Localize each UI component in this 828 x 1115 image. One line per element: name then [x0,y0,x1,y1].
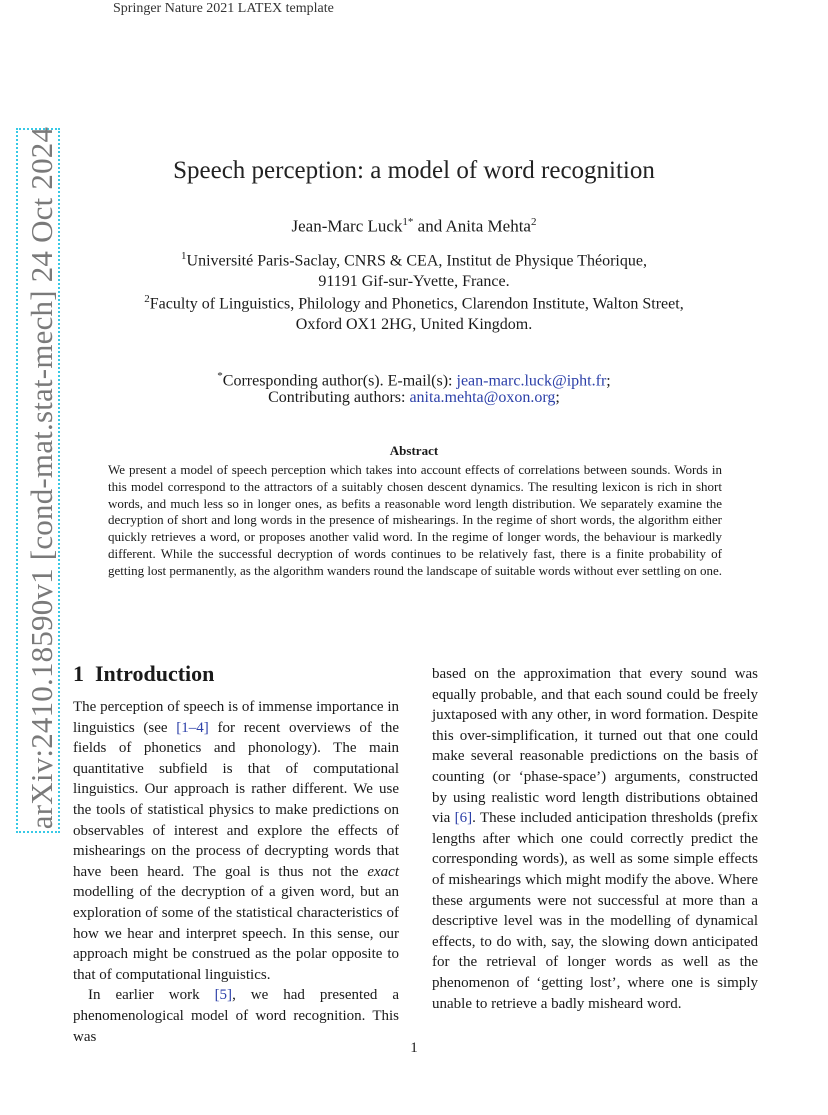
affiliation-line: Université Paris-Saclay, CNRS & CEA, Institut de Physique Théorique, [186,252,647,270]
corresponding-label: Corresponding author(s). E-mail(s): [222,372,457,390]
page-number: 1 [410,1040,418,1056]
text-run: , we had presented a phenomenological model of word recognition. This was [73,987,400,1045]
affiliation-mark: 2 [144,293,150,305]
author-name: Anita Mehta [445,216,531,236]
section-title: Introduction [95,661,215,686]
text-run: . These included anticipation thresholds (prefix lengths after which one could correctly predict the corresponding words), as well as some simple effects of mishearings which might modify the above. Where these arguments were not successful at more than a descriptive level was in the modelling of dynamical effects, to do with, say, the slowing down anticipated for the retrieval of longer words as well as the phenomenon of ‘getting lost’, where one is simply unable to retrieve a badly misheard word. [432,810,758,1012]
text-run: In earlier work [88,987,215,1004]
contributing-email-link[interactable]: anita.mehta@oxon.org [409,389,556,406]
affiliation-mark: 1 [181,250,187,262]
author-name: Jean-Marc Luck [291,216,403,236]
text-run: based on the approximation that every sound was equally probable, and that each sound could be freely juxtaposed with any other, in word formation. Despite this over-simplification, it turned out that one could make several reasonable predictions on the basis of counting (or ‘phase-space’) arguments, constructed by using realistic word length distributions obtained via [432,666,758,827]
affiliation-line: Faculty of Linguistics, Philology and Phonetics, Clarendon Institute, Walton Street, [149,295,684,313]
citation-link[interactable]: [6] [454,810,473,827]
running-header: Springer Nature 2021 LATEX template [113,1,334,16]
citation-link[interactable]: [5] [214,987,233,1004]
abstract-heading: Abstract [389,443,439,458]
abstract-text: We present a model of speech perception which takes into account effects of correlations between sounds. Words in this model correspond to the attractors of a suitably chosen descent dynamics. The resulting lexicon is rich in short words, and much less so in longer ones, as befits a reasonable word length distribution. We separately examine the decryption of short and long words in the presence of mishearings. In the regime of short words, the algorithm either quickly retrieves a word, or proposes another valid word. In the regime of longer words, the behaviour is markedly different. While the successful decryption of words continues to be relatively fast, there is a finite probability of getting lost permanently, as the algorithm wanders round the landscape of suitable words without ever settling on one. [108,462,722,578]
affiliation-line: 91191 Gif-sur-Yvette, France. [318,273,510,291]
punctuation: ; [555,389,560,406]
paragraph [432,664,758,1014]
paragraph [73,697,399,985]
section-heading [73,661,214,687]
affiliation-1 [100,246,728,292]
text-run: modelling of the decryption of a given word, but an exploration of some of the statistical characteristics of how we hear and interpret speech. In this sense, our approach might be construed as the polar opposite to that of computational linguistics. [73,884,399,983]
text-run: The perception of speech is of immense importance in linguistics (see [73,699,399,736]
emphasis: exact [367,863,399,880]
author-affil-mark: 1* [402,216,414,228]
corresponding-email-link[interactable]: jean-marc.luck@ipht.fr [456,372,607,390]
text-run: for recent overviews of the fields of phonetics and phonology). The main quantitative subfield is that of computational linguistics. Our approach is rather different. We use the tools of statistical physics to make predictions on observables of interest and explore the effects of mishearings on the process of decrypting words that have been heard. The goal is thus not the [73,719,399,880]
paragraph [73,985,399,1047]
affiliation-2 [100,289,728,335]
section-number: 1 [73,661,84,686]
contributing-authors-line [0,387,828,408]
paper-title: Speech perception: a model of word recognition [173,157,655,184]
affiliation-line: Oxford OX1 2HG, United Kingdom. [295,316,533,334]
contributing-label: Contributing authors: [268,389,410,406]
left-column [73,697,399,1047]
author-affil-mark: 2 [530,216,537,228]
author-conjunction: and [413,216,446,236]
right-column [432,664,758,1014]
arxiv-identifier[interactable]: arXiv:2410.18590v1 [cond-mat.stat-mech] 24 Oct 2024 [24,126,59,830]
citation-link[interactable]: [1–4] [176,719,209,736]
author-list [0,216,828,237]
punctuation: ; [606,372,611,390]
corresponding-mark: * [217,370,223,382]
